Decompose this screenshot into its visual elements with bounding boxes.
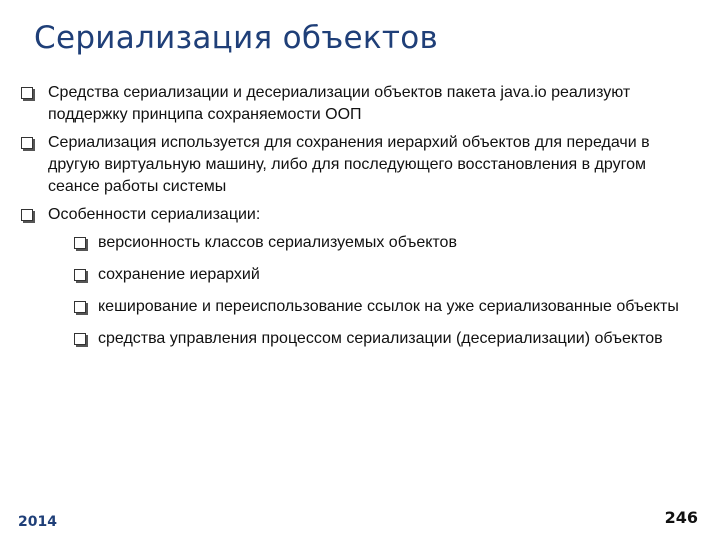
subbullet-text: кеширование и переиспользование ссылок на уже сериализованные объекты (98, 298, 679, 315)
page-number: 246 (664, 508, 698, 527)
subbullet-item (18, 264, 698, 286)
slide-content (18, 82, 698, 360)
square-bullet-icon (74, 333, 86, 345)
slide-title: Сериализация объектов (34, 20, 439, 56)
bullet-item (18, 82, 698, 126)
subbullet-text: сохранение иерархий (98, 266, 260, 283)
subbullet-item (18, 232, 698, 254)
square-bullet-icon (74, 269, 86, 281)
footer-year: 2014 (18, 514, 57, 530)
square-bullet-icon (21, 87, 33, 99)
square-bullet-icon (74, 301, 86, 313)
subbullet-text: средства управления процессом сериализации (десериализации) объектов (98, 330, 663, 347)
bullet-item (18, 132, 698, 198)
square-bullet-icon (21, 209, 33, 221)
bullet-item (18, 204, 698, 226)
bullet-text: Сериализация используется для сохранения иерархий объектов для передачи в другую виртуальную машину, либо для последующего восстановления в другом сеансе работы системы (48, 134, 650, 195)
bullet-text: Особенности сериализации: (48, 206, 261, 223)
subbullet-text: версионность классов сериализуемых объектов (98, 234, 457, 251)
square-bullet-icon (74, 237, 86, 249)
bullet-text: Средства сериализации и десериализации объектов пакета java.io реализуют поддержку принципа сохраняемости ООП (48, 84, 631, 123)
subbullet-item (18, 296, 698, 318)
subbullet-item (18, 328, 698, 350)
square-bullet-icon (21, 137, 33, 149)
